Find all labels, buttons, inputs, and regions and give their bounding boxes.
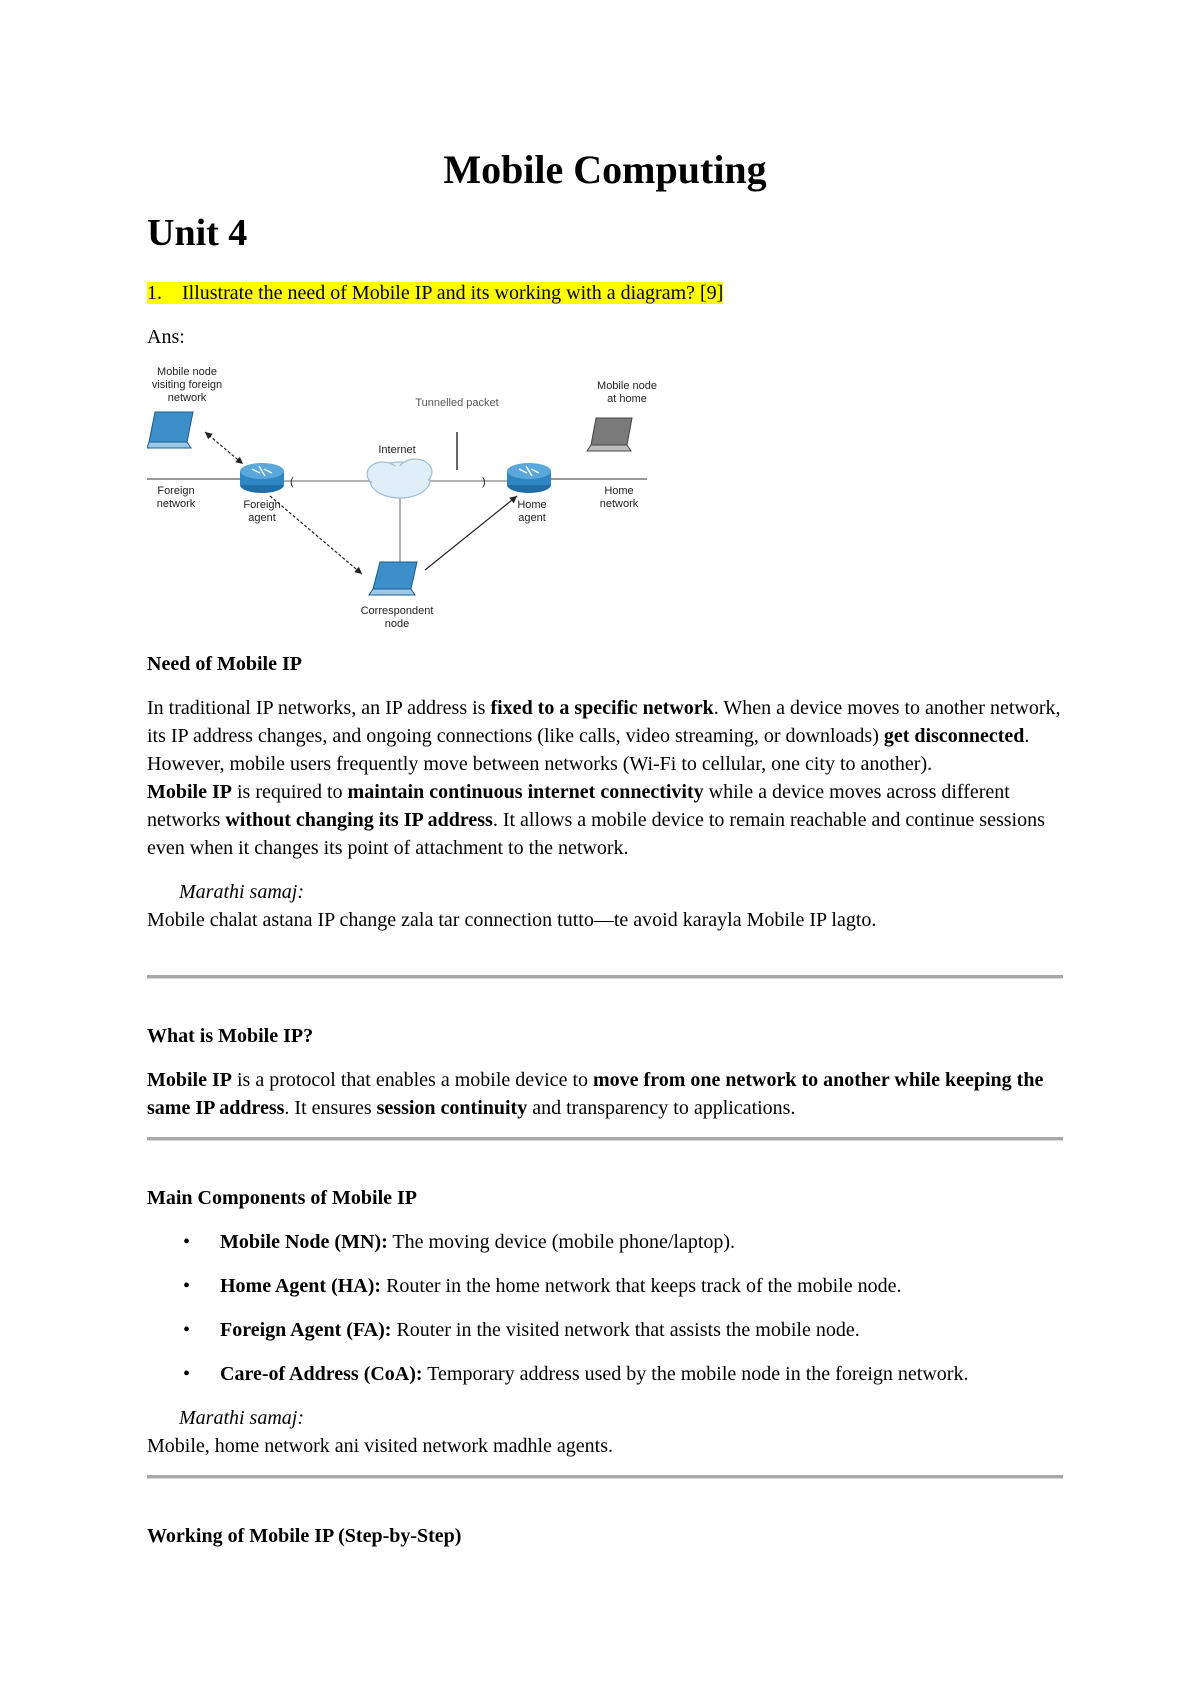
section-divider-1 (147, 975, 1063, 979)
component-term: Foreign Agent (FA): (220, 1319, 392, 1341)
text-run-3: . It ensures (284, 1097, 377, 1119)
bullet-icon: • (183, 1275, 191, 1297)
text-run-1: is required to (232, 781, 348, 803)
bold-run-1: fixed to a specific network (490, 697, 714, 719)
bullet-icon: • (183, 1231, 191, 1253)
question-number: 1. (147, 282, 162, 304)
foreign-agent-router-icon (240, 463, 284, 493)
label-foreign-network-2: network (156, 498, 196, 510)
text-run-1: is a protocol that enables a mobile device to (232, 1069, 593, 1091)
need-marathi-label: Marathi samaj: (179, 881, 304, 903)
bold-run-2: move from one network to another while keeping the same IP address (147, 1069, 1044, 1119)
tunnel-end-mark: ) (482, 476, 486, 488)
bold-run-4: session continuity (376, 1097, 528, 1119)
label-internet: Internet (378, 444, 416, 456)
component-description: Router in the visited network that assists the mobile node. (391, 1319, 860, 1341)
component-description: Temporary address used by the mobile node in the foreign network. (422, 1363, 969, 1385)
what-paragraph (147, 1066, 1063, 1122)
correspondent-node-laptop-icon (369, 562, 417, 595)
what-section (147, 1022, 1063, 1122)
question-1 (147, 279, 723, 307)
components-section (147, 1184, 1063, 1460)
components-marathi-text: Mobile, home network ani visited network madhle agents. (147, 1435, 614, 1457)
label-home-network-1: Home (604, 485, 634, 497)
component-description: The moving device (mobile phone/laptop). (387, 1231, 736, 1253)
text-run-3: while a device moves across different networks (147, 781, 1010, 831)
need-paragraph-2 (147, 778, 1063, 862)
component-term: Mobile Node (MN): (220, 1231, 388, 1253)
label-mobile-node-foreign-1: Mobile node (157, 366, 217, 378)
section-divider-2 (147, 1137, 1063, 1141)
need-section (147, 650, 1063, 934)
label-home-agent-2: agent (518, 512, 546, 524)
what-heading: What is Mobile IP? (147, 1025, 314, 1047)
text-run-4: . However, mobile users frequently move between networks (Wi-Fi to cellular, one city to another). (147, 725, 1030, 775)
question-text: Illustrate the need of Mobile IP and its working with a diagram? [9] (182, 282, 724, 304)
text-run-5: and transparency to applications. (527, 1097, 796, 1119)
label-tunnelled-packet: Tunnelled packet (415, 397, 499, 409)
text-run-5: . It allows a mobile device to remain reachable and continue sessions even when it changes its point of attachment to the network. (147, 809, 1045, 859)
internet-cloud-icon (367, 459, 432, 498)
label-mobile-node-foreign-3: network (167, 392, 207, 404)
fa-cn-arrow (270, 496, 362, 574)
working-heading: Working of Mobile IP (Step-by-Step) (147, 1525, 462, 1547)
text-run-0: In traditional IP networks, an IP address is (147, 697, 491, 719)
section-divider-3 (147, 1475, 1063, 1479)
label-home-network-2: network (599, 498, 639, 510)
label-mobile-node-foreign-2: visiting foreign (151, 379, 223, 391)
label-mobile-node-home-1: Mobile node (597, 380, 657, 392)
component-item (147, 1272, 1063, 1300)
answer-label: Ans: (147, 326, 185, 348)
components-list (147, 1228, 1063, 1388)
cn-ha-arrow (425, 496, 517, 570)
bold-run-3: get disconnected (883, 725, 1025, 747)
component-item (147, 1360, 1063, 1388)
label-foreign-network-1: Foreign (157, 485, 195, 497)
label-correspondent-2: node (384, 618, 410, 630)
label-foreign-agent-2: agent (248, 512, 276, 524)
bold-run-4: without changing its IP address (225, 809, 493, 831)
component-term: Care-of Address (CoA): (220, 1363, 423, 1385)
need-paragraph-1 (147, 694, 1063, 778)
document-title: Mobile Computing (443, 147, 767, 192)
bold-run-0: Mobile IP (147, 781, 232, 803)
component-item (147, 1316, 1063, 1344)
bullet-icon: • (183, 1363, 191, 1385)
question-highlight (147, 282, 723, 304)
bold-run-0: Mobile IP (147, 1069, 232, 1091)
home-agent-router-icon (507, 463, 551, 493)
text-run-2: . When a device moves to another network, its IP address changes, and ongoing connections (like calls, video streaming, or downloads) (147, 697, 1061, 747)
need-marathi-text: Mobile chalat astana IP change zala tar connection tutto—te avoid karayla Mobile IP lagto. (147, 909, 877, 931)
component-description: Router in the home network that keeps track of the mobile node. (381, 1275, 902, 1297)
unit-heading: Unit 4 (147, 212, 248, 254)
tunnel-start-mark: ( (290, 476, 294, 488)
label-mobile-node-home-2: at home (607, 393, 647, 405)
working-section (147, 1522, 1063, 1550)
need-heading: Need of Mobile IP (147, 653, 302, 675)
mobile-node-foreign-laptop-icon (147, 412, 193, 448)
components-heading: Main Components of Mobile IP (147, 1187, 417, 1209)
bold-run-2: maintain continuous internet connectivity (347, 781, 704, 803)
component-term: Home Agent (HA): (220, 1275, 382, 1297)
components-marathi-label: Marathi samaj: (179, 1407, 304, 1429)
label-correspondent-1: Correspondent (360, 605, 434, 617)
mobile-ip-diagram (147, 360, 667, 632)
label-foreign-agent-1: Foreign (243, 499, 281, 511)
component-item (147, 1228, 1063, 1256)
mn-fa-arrow (205, 432, 243, 464)
label-home-agent-1: Home (517, 499, 547, 511)
bullet-icon: • (183, 1319, 191, 1341)
mobile-node-home-laptop-icon (587, 418, 632, 451)
